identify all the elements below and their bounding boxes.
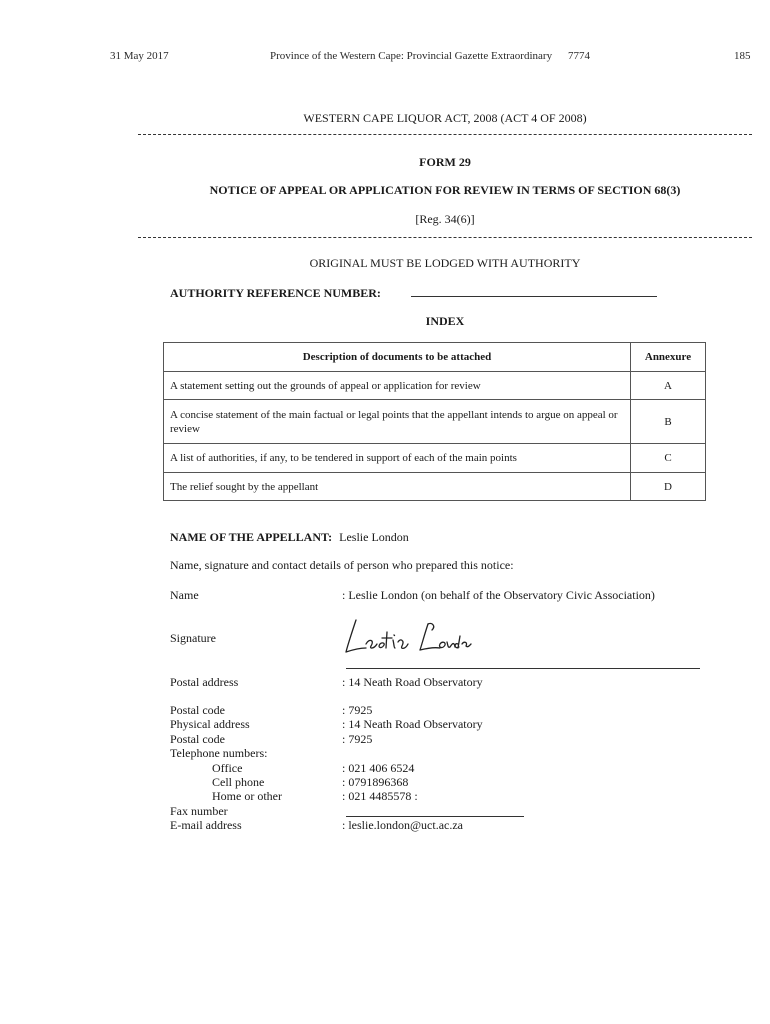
postal-code-2-value: : 7925	[342, 732, 373, 746]
header-issue-number: 7774	[568, 50, 590, 62]
divider-bottom	[138, 237, 752, 238]
row-annexure: A	[631, 372, 706, 400]
description-header: Description of documents to be attached	[164, 343, 631, 372]
postal-code-value: : 7925	[342, 703, 373, 717]
signature-image	[342, 614, 472, 669]
postal-code-2-label: Postal code	[170, 732, 225, 746]
name-label: Name	[170, 588, 199, 602]
postal-code-label: Postal code	[170, 703, 225, 717]
row-description: A list of authorities, if any, to be tendered in support of each of the main points	[164, 444, 631, 473]
appellant-name: Leslie London	[339, 530, 409, 544]
name-value: : Leslie London (on behalf of the Observatory Civic Association)	[342, 588, 655, 602]
regulation-reference: [Reg. 34(6)]	[415, 212, 475, 226]
index-table	[163, 342, 706, 501]
postal-address-value: : 14 Neath Road Observatory	[342, 675, 483, 689]
reference-number-label: AUTHORITY REFERENCE NUMBER:	[170, 286, 381, 300]
physical-address-label: Physical address	[170, 717, 250, 731]
row-description: The relief sought by the appellant	[164, 473, 631, 501]
email-value: : leslie.london@uct.ac.za	[342, 818, 464, 832]
header-page-number: 185	[734, 50, 751, 62]
office-phone-label: Office	[212, 761, 243, 775]
preparer-intro: Name, signature and contact details of person who prepared this notice:	[170, 558, 514, 572]
signature-label: Signature	[170, 631, 216, 645]
table-row	[164, 400, 706, 444]
reference-number-line	[411, 296, 657, 297]
appellant-label: NAME OF THE APPELLANT:	[170, 530, 333, 544]
appellant-line	[170, 530, 409, 545]
row-annexure: D	[631, 473, 706, 501]
fax-line	[346, 816, 524, 817]
table-row	[164, 444, 706, 473]
index-table-header	[164, 343, 706, 372]
physical-address-value: : 14 Neath Road Observatory	[342, 717, 483, 731]
form-number: FORM 29	[419, 155, 471, 169]
table-row	[164, 473, 706, 501]
header-gazette-title: Province of the Western Cape: Provincial Gazette Extraordinary	[270, 50, 553, 62]
lodge-notice: ORIGINAL MUST BE LODGED WITH AUTHORITY	[309, 256, 581, 270]
divider-top	[138, 134, 752, 135]
row-description: A concise statement of the main factual or legal points that the appellant intends to argue on appeal or review	[164, 400, 631, 444]
cell-phone-label: Cell phone	[212, 775, 265, 789]
row-annexure: B	[631, 400, 706, 444]
email-label: E-mail address	[170, 818, 242, 832]
fax-label: Fax number	[170, 804, 228, 818]
act-title: WESTERN CAPE LIQUOR ACT, 2008 (ACT 4 OF 2008)	[303, 111, 587, 125]
annexure-header: Annexure	[631, 343, 706, 372]
cell-phone-value: : 0791896368	[342, 775, 409, 789]
row-annexure: C	[631, 444, 706, 473]
handwritten-signature-icon	[342, 614, 472, 664]
office-phone-value: : 021 406 6524	[342, 761, 415, 775]
form-title: NOTICE OF APPEAL OR APPLICATION FOR REVIEW IN TERMS OF SECTION 68(3)	[209, 183, 681, 197]
row-description: A statement setting out the grounds of appeal or application for review	[164, 372, 631, 400]
postal-address-label: Postal address	[170, 675, 239, 689]
home-phone-label: Home or other	[212, 789, 282, 803]
signature-line	[346, 668, 700, 669]
table-row	[164, 372, 706, 400]
telephone-label: Telephone numbers:	[170, 746, 268, 760]
header-date: 31 May 2017	[110, 50, 169, 62]
index-title: INDEX	[425, 314, 465, 328]
home-phone-value: : 021 4485578 :	[342, 789, 418, 803]
